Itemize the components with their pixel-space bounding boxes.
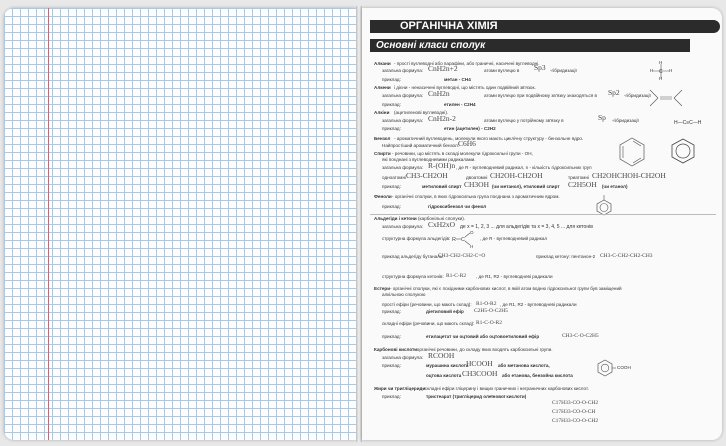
acids-formula: RCOOH bbox=[428, 351, 455, 360]
divider bbox=[370, 214, 716, 215]
alkynes-hybrid-suffix: -гібридизації bbox=[612, 118, 639, 123]
phenols-desc: - органічні сполуки, в яких гідроксильна група поєднана з ароматичним ядром. bbox=[392, 194, 560, 199]
alkanes-formula-label: загальна формула: bbox=[382, 68, 424, 73]
methane-h-left: H bbox=[650, 68, 654, 73]
grid-page bbox=[4, 8, 356, 440]
ketone-struct: R1-C-R2 bbox=[446, 273, 467, 279]
alkanes-hybrid-suffix: -гібридизації bbox=[550, 68, 577, 73]
butanal-formula: CH3-CH2-CH2-C=O bbox=[438, 253, 486, 259]
alcohols-mono-label: одноатомні bbox=[382, 175, 407, 180]
alkenes-hybrid: атоми вуглецю при подвійному зв'язку знаходяться в bbox=[484, 93, 597, 98]
svg-text:C: C bbox=[461, 237, 465, 243]
complex-ester-label: складні ефіри (речовини, що мають склад): bbox=[382, 321, 475, 326]
acids-title: Карбонові кислоти bbox=[374, 347, 418, 352]
complex-ester: R1-C-O-R2 bbox=[476, 320, 502, 326]
ester-ex2: етилацетат чи оцтовий або оцтовоетиловий ефір bbox=[426, 334, 540, 339]
page-subtitle: Основні класи сполук bbox=[376, 40, 486, 51]
acids-formula-label: загальна формула: bbox=[382, 355, 424, 360]
alkenes-desc: і дієни - ненасичені вуглеводні, що містять один подвійний зв'язок. bbox=[394, 85, 536, 90]
page-title: ОРГАНІЧНА ХІМІЯ bbox=[400, 20, 498, 32]
svg-text:C: C bbox=[659, 69, 663, 75]
phenols-example-label: приклад: bbox=[382, 204, 401, 209]
alcohols-tri-label: триатомні bbox=[568, 175, 590, 180]
fats-example-label: приклад: bbox=[382, 394, 401, 399]
aldehyde-struct-note: , де R - вуглеводневий радикал bbox=[480, 236, 548, 241]
simple-ester-label: прості ефіри (речовини, що мають склад): bbox=[382, 302, 472, 307]
alcohols-title: Спирти bbox=[374, 151, 391, 156]
benzoic-acid-icon bbox=[596, 358, 616, 378]
alkynes-title: Алкіни bbox=[374, 110, 390, 115]
ester-ex2-formula: CH3-C-O-C2H5 bbox=[562, 333, 599, 339]
benzene-structure-icon bbox=[614, 132, 650, 172]
alkanes-example-label: приклад: bbox=[382, 77, 401, 82]
simple-ester: R1-O-R2 bbox=[476, 301, 497, 307]
fat-line-3: C17H33-CO-O-CH2 bbox=[552, 418, 599, 424]
acids-ex2-formula: CH3COOH bbox=[462, 369, 498, 378]
alcohols-example-end: (чи етанол) bbox=[602, 184, 628, 189]
carbonyls-title: Альдегіди і кетони bbox=[374, 216, 417, 221]
cheat-sheet-page bbox=[362, 8, 722, 440]
alcohols-example-f: CH3OH bbox=[464, 180, 490, 189]
carbonyls-formula-label: загальна формула: bbox=[382, 224, 424, 229]
methane-h-right: H bbox=[669, 68, 673, 73]
ester-ex1-formula: C2H5-O-C2H5 bbox=[474, 308, 508, 314]
acids-ex2: оцтова кислота bbox=[426, 373, 462, 378]
benzene-formula: C6H6 bbox=[458, 139, 476, 148]
alkenes-hybrid-state: Sp2 bbox=[608, 88, 620, 97]
ester-ex2-label: приклад: bbox=[382, 334, 401, 339]
aldehyde-group-structure bbox=[452, 230, 476, 250]
svg-text:R: R bbox=[452, 237, 456, 243]
ketone-struct-label: структурна формула кетонів: bbox=[382, 274, 444, 279]
pentanone-label: приклад кетону: пентанон-2 bbox=[536, 254, 596, 259]
alkanes-formula: CnH2n+2 bbox=[428, 64, 458, 73]
alkanes-hybrid-state: Sp3 bbox=[534, 63, 546, 72]
acids-ex1-formula: HCOOH bbox=[466, 359, 493, 368]
fats-title: Жири чи тригліцериди bbox=[374, 386, 426, 391]
phenols-example: гідроксибензол чи фенол bbox=[428, 204, 487, 209]
esters-title: Естери bbox=[374, 286, 391, 291]
ethylene-structure bbox=[646, 86, 686, 110]
alkynes-hybrid: атоми вуглецю у потрійному зв'язку в bbox=[484, 118, 564, 123]
fats-desc: - складні ефіри гліцерину і вищих граничних і неграничних карбонових кислот. bbox=[422, 386, 589, 391]
alkenes-title: Алкени bbox=[374, 85, 391, 90]
acids-ex1-end: або метанова кислота, bbox=[498, 363, 550, 368]
alcohols-di: CH2OH-CH2OH bbox=[490, 171, 543, 180]
alkynes-example: етин (ацетилен) - C2H2 bbox=[444, 126, 496, 131]
alkynes-formula-label: загальна формула: bbox=[382, 118, 424, 123]
alkenes-formula: CnH2n bbox=[428, 89, 450, 98]
alcohols-di-label: двоатомні bbox=[466, 175, 488, 180]
alkenes-hybrid-suffix: -гібридизації bbox=[624, 93, 651, 98]
acetylene-structure: H—C≡C—H bbox=[674, 120, 702, 126]
simple-ester-note: , де R1, R2 - вуглеводневі радикали bbox=[500, 302, 577, 307]
svg-text:H: H bbox=[470, 244, 474, 249]
carbonyls-conditions: де x = 1, 2, 3 ... для альдегідів та x = 3, 4, 5 ... для кетонів bbox=[460, 224, 593, 230]
acids-example-label: приклад: bbox=[382, 363, 401, 368]
alkanes-desc: - прості вуглеводні або парафіни, або граничні, насичені вуглеводні. bbox=[394, 61, 540, 66]
alkanes-example: метан - CH4 bbox=[444, 77, 471, 82]
esters-desc2: алкільною сполукою bbox=[382, 292, 426, 297]
acids-desc: - органічні речовини, до складу яких входять карбоксильні групи. bbox=[414, 347, 553, 352]
alkenes-example: етилен - C2H4 bbox=[444, 102, 476, 107]
alkynes-desc: (ацетиленові вуглеводні). bbox=[394, 110, 449, 115]
alcohols-example-label: приклад: bbox=[382, 184, 401, 189]
alkynes-hybrid-state: Sp bbox=[598, 113, 606, 122]
alkynes-example-label: приклад: bbox=[382, 126, 401, 131]
benzoic-cooh: COOH bbox=[617, 365, 631, 370]
ketone-struct-note: , де R1, R2 - вуглеводневі радикали bbox=[476, 274, 553, 279]
acids-ex1: мурашина кислота bbox=[426, 363, 469, 368]
esters-desc: - органічні сполуки, які є похідними карбонових кислот, в якій атом водню гідроксильної групи був заміщений bbox=[390, 286, 622, 291]
benzene-ring-icon bbox=[668, 136, 698, 166]
methane-h-bottom: H bbox=[659, 76, 663, 81]
phenols-title: Феноли bbox=[374, 194, 392, 199]
alkynes-formula: CnH2n-2 bbox=[428, 114, 456, 123]
alcohols-desc2: які поєднані з вуглеводневими радикалами. bbox=[382, 157, 476, 162]
title-banner bbox=[370, 20, 720, 33]
alcohols-tri: CH2OHCHOH-CH2OH bbox=[592, 171, 666, 180]
phenol-structure-icon bbox=[594, 194, 614, 216]
fat-line-1: C17H33-CO-O-CH2 bbox=[552, 400, 599, 406]
alcohols-example-mid: (чи метанол), етиловий спирт bbox=[492, 184, 560, 189]
alcohols-formula-note: , де R - вуглеводневий радикал, n - кількість гідроксильних груп bbox=[456, 165, 592, 170]
svg-text:O: O bbox=[470, 230, 474, 235]
alkanes-hybrid: атоми вуглецю в bbox=[484, 68, 520, 73]
alcohols-formula-label: загальна формула: bbox=[382, 165, 424, 170]
alcohols-example-f2: C2H5OH bbox=[568, 180, 597, 189]
ester-ex1-label: приклад: bbox=[382, 309, 401, 314]
alcohols-desc: - речовини, що містять в складі молекули гідроксильні групи - OH, bbox=[392, 151, 533, 156]
margin-line bbox=[48, 8, 49, 440]
alcohols-formula: R-(OH)n bbox=[428, 161, 456, 170]
ester-ex1: діетиловий ефір bbox=[426, 309, 464, 314]
fats-example: тристеарат (тригліцерид олеїнової кислоти) bbox=[426, 394, 527, 399]
alkenes-example-label: приклад: bbox=[382, 102, 401, 107]
benzene-title: Бензол bbox=[374, 136, 391, 141]
alcohols-mono: CH3-CH2OH bbox=[406, 171, 448, 180]
butanal-label: приклад альдегіду бутаналь: bbox=[382, 254, 444, 259]
alcohols-example: метиловий спирт bbox=[422, 184, 462, 189]
alkenes-formula-label: загальна формула: bbox=[382, 93, 424, 98]
aldehyde-struct-label: структурна формула альдегідів: bbox=[382, 236, 451, 241]
methane-h-top: H bbox=[659, 60, 663, 65]
pentanone-formula: CH3-C-CH2-CH2-CH3 bbox=[600, 253, 653, 259]
subtitle-banner bbox=[370, 39, 690, 52]
fat-line-2: C17H33-CO-O-CH bbox=[552, 409, 596, 415]
alkanes-title: Алкани bbox=[374, 61, 391, 66]
benzene-line2: Найпростіший ароматичний бензол: bbox=[382, 143, 459, 148]
benzene-desc: - ароматичний вуглеводень, молекули якого мають циклічну структуру - бензольне ядро. bbox=[394, 136, 584, 141]
carbonyls-formula: CxH2xO bbox=[428, 220, 456, 229]
carbonyls-desc: (карбонільні сполуки). bbox=[418, 216, 465, 221]
acids-ex2-end: або етанова, бензойна кислота bbox=[502, 373, 573, 378]
